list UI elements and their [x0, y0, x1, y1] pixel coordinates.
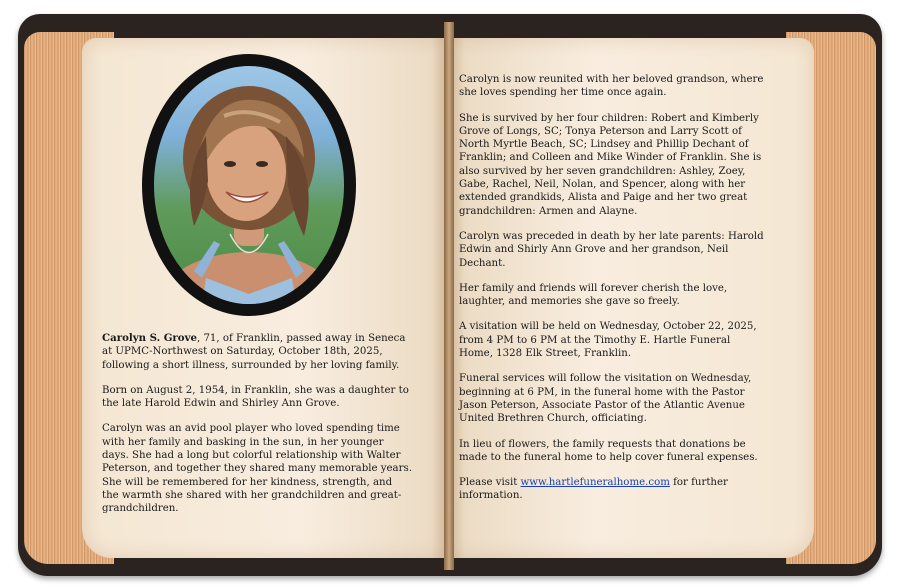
- birth-paragraph: Born on August 2, 1954, in Franklin, she was a daughter to the late Harold Edwin and Shirley Ann Grove.: [102, 384, 409, 410]
- reunited-paragraph: Carolyn is now reunited with her beloved grandson, where she loves spending her time once again.: [459, 74, 764, 99]
- book-gutter: [444, 22, 454, 570]
- flowers-paragraph: In lieu of flowers, the family requests that donations be made to the funeral home to help cover funeral expenses.: [459, 438, 758, 463]
- right-page-text: [459, 73, 765, 515]
- funeral-home-link[interactable]: www.hartlefuneralhome.com: [520, 477, 670, 489]
- intro-text: , 71, of Franklin, passed away in Seneca at UPMC-Northwest on Saturday, October 18th, 2025, following a short illness, surrounded by her loving family.: [102, 333, 406, 371]
- left-page-text: [102, 332, 412, 528]
- survived-by-paragraph: She is survived by her four children: Robert and Kimberly Grove of Longs, SC; Tonya Peterson and Larry Scott of North Myrtle Beach, SC; Lindsey and Phillip Dechant of Franklin; and Colleen and Mike Winder of Franklin. She is also survived by her seven grandchildren: Ashley, Zoey, Gabe, Rachel, Neil, Nolan, and Spencer, along with her extended grandkids, Alista and Paige and her two great grandchildren: Armen and Alayne.: [459, 112, 762, 217]
- visit-paragraph: [459, 476, 765, 503]
- deceased-name: Carolyn S. Grove: [102, 332, 197, 344]
- visit-suffix: for further information.: [459, 477, 728, 502]
- portrait-illustration: [154, 66, 344, 304]
- visitation-paragraph: A visitation will be held on Wednesday, October 22, 2025, from 4 PM to 6 PM at the Timothy E. Hartle Funeral Home, 1328 Elk Street, Franklin.: [459, 321, 757, 360]
- visit-prefix: Please visit: [459, 477, 521, 489]
- preceded-paragraph: Carolyn was preceded in death by her late parents: Harold Edwin and Shirly Ann Grove and her grandson, Neil Dechant.: [459, 230, 764, 269]
- life-paragraph: Carolyn was an avid pool player who loved spending time with her family and basking in the sun, in her younger days. She had a long but colorful relationship with Walter Peterson, and together they shared many memorable years. She will be remembered for her kindness, strength, and the warmth she shared with her grandchildren and great-grandchildren.: [102, 423, 412, 515]
- portrait-photo: [154, 66, 344, 304]
- portrait-frame: [142, 54, 356, 316]
- cherish-paragraph: Her family and friends will forever cherish the love, laughter, and memories she gave so freely.: [459, 282, 728, 308]
- funeral-paragraph: Funeral services will follow the visitation on Wednesday, beginning at 6 PM, in the funeral home with the Pastor Jason Peterson, Associate Pastor of the Atlantic Avenue United Brethren Church, officiating.: [459, 373, 752, 425]
- obituary-intro: [102, 332, 412, 372]
